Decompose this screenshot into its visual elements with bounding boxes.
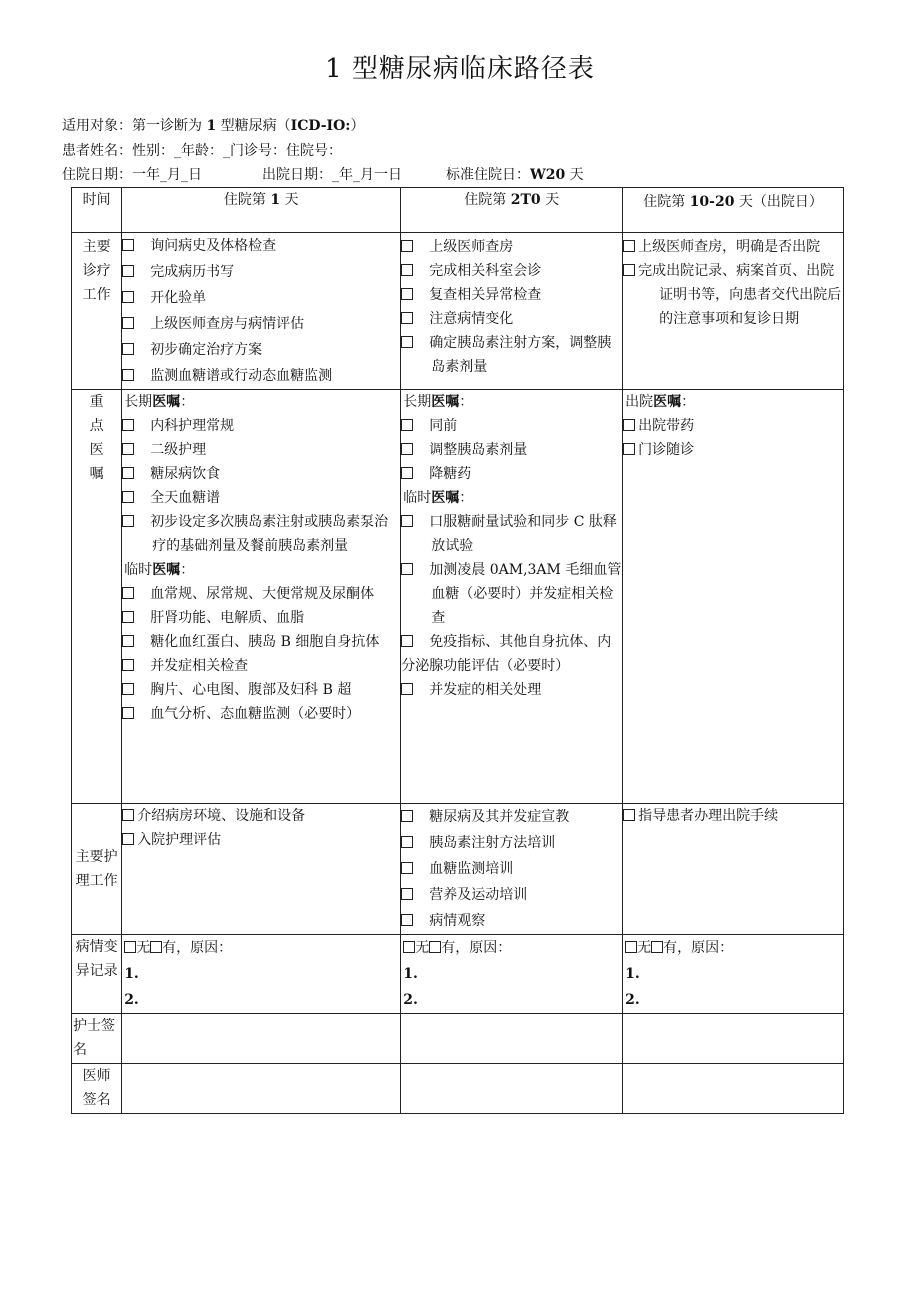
checklist-item[interactable]: 肝肾功能、电解质、血脂 (122, 606, 400, 630)
orders-label: 重 点 医 嘱 (72, 390, 122, 804)
main-work-row (72, 233, 844, 390)
doctor-signature-day1[interactable] (122, 1064, 401, 1114)
checklist-item[interactable]: 血常规、尿常规、大便常规及尿酮体 (122, 582, 400, 606)
temporary-orders-heading: 临时医嘱： (124, 562, 195, 578)
nurse-signature-day1[interactable] (122, 1014, 401, 1064)
checklist-item[interactable]: 口服糖耐量试验和同步 C 肽释放试验 (401, 510, 622, 558)
checklist-item[interactable]: 门诊随诊 (623, 438, 843, 462)
orders-day3 (623, 390, 844, 804)
main-work-day3 (623, 233, 844, 390)
no-checkbox[interactable] (625, 941, 637, 953)
checklist-item[interactable]: 血糖监测培训 (401, 856, 622, 882)
long-term-orders-heading: 长期医嘱： (403, 394, 474, 410)
checklist-item[interactable]: 糖尿病及其并发症宣教 (401, 804, 622, 830)
clinical-pathway-table (71, 187, 844, 1114)
orders-day1 (122, 390, 401, 804)
checklist-item[interactable]: 调整胰岛素剂量 (401, 438, 622, 462)
main-work-label: 主要 诊疗 工作 (72, 233, 122, 390)
variance-row (72, 935, 844, 1014)
checklist-item[interactable]: 上级医师查房，明确是否出院 (623, 235, 843, 259)
nurse-signature-day3[interactable] (623, 1014, 844, 1064)
checklist-item[interactable]: 开化验单 (122, 285, 400, 311)
checklist-item[interactable]: 加测凌晨 0AM,3AM 毛细血管血糖（必要时）并发症相关检查 (401, 558, 622, 630)
checklist-item[interactable]: 上级医师查房与病情评估 (122, 311, 400, 337)
doctor-signature-row (72, 1064, 844, 1114)
checklist-item[interactable]: 确定胰岛素注射方案，调整胰岛素剂量 (401, 331, 622, 379)
checklist-item[interactable]: 二级护理 (122, 438, 400, 462)
checklist-item[interactable]: 免疫指标、其他自身抗体、内分泌腺功能评估（必要时） (401, 634, 612, 674)
yes-checkbox[interactable] (150, 941, 162, 953)
checklist-item[interactable]: 胰岛素注射方法培训 (401, 830, 622, 856)
time-header: 时间 (72, 188, 122, 233)
nursing-day2 (401, 804, 623, 935)
admit-date: 住院日期：一年_月_日 (62, 167, 202, 183)
doctor-signature-day3[interactable] (623, 1064, 844, 1114)
nursing-day1 (122, 804, 401, 935)
checklist-item[interactable]: 监测血糖谱或行动态血糖监测 (122, 363, 400, 389)
header-row (72, 188, 844, 233)
checklist-item[interactable]: 糖化血红蛋白、胰岛 B 细胞自身抗体 (122, 630, 400, 654)
discharge-orders-heading: 出院医嘱： (625, 394, 696, 410)
checklist-item[interactable]: 降糖药 (401, 462, 622, 486)
checklist-item[interactable]: 内科护理常规 (122, 414, 400, 438)
checklist-item[interactable]: 血气分析、态血糖监测（必要时） (122, 702, 400, 726)
nurse-signature-label: 护士签 名 (72, 1014, 122, 1064)
nursing-day3 (623, 804, 844, 935)
orders-row (72, 390, 844, 804)
long-term-orders-heading: 长期医嘱： (124, 394, 195, 410)
no-checkbox[interactable] (403, 941, 415, 953)
variance-day3: 无 有，原因： 1. 2. (623, 935, 844, 1014)
yes-checkbox[interactable] (651, 941, 663, 953)
checklist-item[interactable]: 指导患者办理出院手续 (623, 804, 843, 828)
checklist-item[interactable]: 完成出院记录、病案首页、出院证明书等，向患者交代出院后的注意事项和复诊日期 (623, 259, 843, 331)
day3-header: 住院第 10-20 天（出院日） (623, 188, 844, 233)
nurse-signature-day2[interactable] (401, 1014, 623, 1064)
checklist-item[interactable]: 询问病史及体格检查 (122, 233, 400, 259)
no-checkbox[interactable] (124, 941, 136, 953)
day2-header: 住院第 2T0 天 (401, 188, 623, 233)
variance-day2: 无 有，原因： 1. 2. (401, 935, 623, 1014)
applicable-line: 适用对象：第一诊断为 1 型糖尿病（ICD-IO:） (62, 118, 365, 134)
variance-label: 病情变 异记录 (72, 935, 122, 1014)
checklist-item[interactable]: 完成相关科室会诊 (401, 259, 622, 283)
checklist-item[interactable]: 并发症的相关处理 (401, 678, 622, 702)
checklist-item[interactable]: 初步设定多次胰岛素注射或胰岛素泵治疗的基础剂量及餐前胰岛素剂量 (122, 510, 400, 558)
checklist-item[interactable]: 胸片、心电图、腹部及妇科 B 超 (122, 678, 400, 702)
checklist-item[interactable]: 病情观察 (401, 908, 622, 934)
checklist-item[interactable]: 并发症相关检查 (122, 654, 400, 678)
checklist-item[interactable]: 营养及运动培训 (401, 882, 622, 908)
checklist-item[interactable]: 糖尿病饮食 (122, 462, 400, 486)
yes-checkbox[interactable] (429, 941, 441, 953)
discharge-date: 出院日期：_年_月一日 (262, 167, 402, 183)
checklist-item[interactable]: 同前 (401, 414, 622, 438)
checklist-item[interactable]: 复查相关异常检查 (401, 283, 622, 307)
checklist-item[interactable]: 完成病历书写 (122, 259, 400, 285)
patient-info-line: 患者姓名：性别：_年龄：_门诊号：住院号： (62, 143, 342, 159)
checklist-item[interactable]: 出院带药 (623, 414, 843, 438)
page-title: 1 型糖尿病临床路径表 (325, 54, 595, 84)
doctor-signature-day2[interactable] (401, 1064, 623, 1114)
checklist-item[interactable]: 入院护理评估 (122, 828, 400, 852)
main-work-day1 (122, 233, 401, 390)
nursing-label: 主要护 理工作 (72, 804, 122, 935)
orders-day2 (401, 390, 623, 804)
checklist-item[interactable]: 全天血糖谱 (122, 486, 400, 510)
main-work-day2 (401, 233, 623, 390)
variance-day1: 无 有，原因： 1. 2. (122, 935, 401, 1014)
doctor-signature-label: 医师 签名 (72, 1064, 122, 1114)
checklist-item[interactable]: 注意病情变化 (401, 307, 622, 331)
nurse-signature-row (72, 1014, 844, 1064)
day1-header: 住院第 1 天 (122, 188, 401, 233)
standard-stay: 标准住院日：W20 天 (446, 167, 584, 183)
checklist-item[interactable]: 初步确定治疗方案 (122, 337, 400, 363)
date-line (62, 164, 584, 184)
checklist-item[interactable]: 介绍病房环境、设施和设备 (122, 804, 400, 828)
checklist-item[interactable]: 上级医师查房 (401, 235, 622, 259)
nursing-row (72, 804, 844, 935)
temporary-orders-heading: 临时医嘱： (403, 490, 474, 506)
